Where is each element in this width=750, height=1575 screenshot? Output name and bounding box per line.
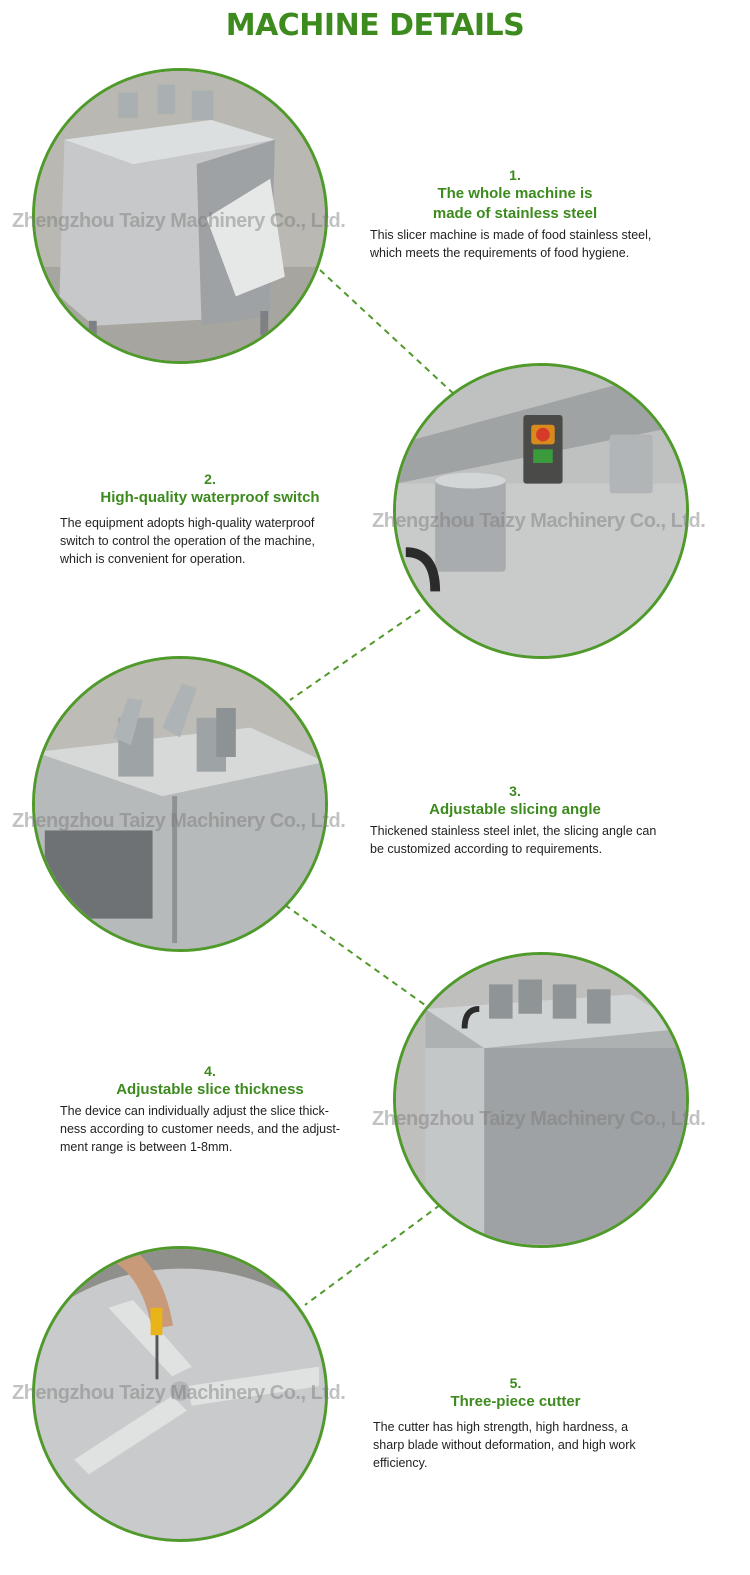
watermark-3: Zhengzhou Taizy Machinery Co., Ltd. [12, 810, 346, 832]
feature-2 [60, 470, 380, 568]
photo-inlet-tubes [32, 656, 328, 952]
feature-4-desc-line3: ment range is between 1-8mm. [60, 1140, 233, 1154]
feature-1-desc-line1: This slicer machine is made of food stainless steel, [370, 228, 652, 242]
feature-2-desc-line3: which is convenient for operation. [60, 552, 246, 566]
feature-4-title-line1: Adjustable slice thickness [116, 1081, 304, 1098]
watermark-5: Zhengzhou Taizy Machinery Co., Ltd. [12, 1382, 346, 1404]
feature-5-desc-line3: efficiency. [373, 1456, 428, 1470]
feature-5-number: 5. [509, 1375, 522, 1391]
feature-5 [373, 1374, 703, 1472]
photo-machine-side [393, 952, 689, 1248]
feature-4 [60, 1062, 380, 1156]
watermark-4: Zhengzhou Taizy Machinery Co., Ltd. [372, 1108, 706, 1130]
watermark-2: Zhengzhou Taizy Machinery Co., Ltd. [372, 510, 706, 532]
feature-5-title-line1: Three-piece cutter [450, 1393, 581, 1410]
feature-1 [370, 166, 700, 262]
watermark-1: Zhengzhou Taizy Machinery Co., Ltd. [12, 210, 346, 232]
feature-2-desc-line1: The equipment adopts high-quality waterproof [60, 516, 315, 530]
feature-3-desc-line2: be customized according to requirements. [370, 842, 603, 856]
feature-2-desc-line2: switch to control the operation of the machine, [60, 534, 316, 548]
feature-3-title-line1: Adjustable slicing angle [429, 801, 601, 818]
inlet-illustration [35, 659, 325, 949]
feature-4-desc-line2: ness according to customer needs, and the adjust- [60, 1122, 341, 1136]
feature-4-desc-line1: The device can individually adjust the slice thick- [60, 1104, 329, 1118]
feature-5-desc-line2: sharp blade without deformation, and high work [373, 1438, 636, 1452]
page-title: MACHINE DETAILS [225, 8, 525, 43]
feature-3 [370, 782, 700, 858]
feature-2-number: 2. [204, 471, 216, 487]
feature-1-number: 1. [509, 167, 521, 183]
feature-5-desc-line1: The cutter has high strength, high hardness, a [373, 1420, 629, 1434]
feature-3-number: 3. [509, 783, 521, 799]
feature-1-desc-line2: which meets the requirements of food hygiene. [370, 246, 630, 260]
feature-2-title-line1: High-quality waterproof switch [100, 489, 320, 506]
feature-4-number: 4. [204, 1063, 216, 1079]
feature-1-title-line1: The whole machine is [437, 185, 593, 202]
side-view-illustration [396, 955, 686, 1245]
feature-3-desc-line1: Thickened stainless steel inlet, the slicing angle can [370, 824, 657, 838]
feature-1-title-line2: made of stainless steel [432, 205, 598, 222]
